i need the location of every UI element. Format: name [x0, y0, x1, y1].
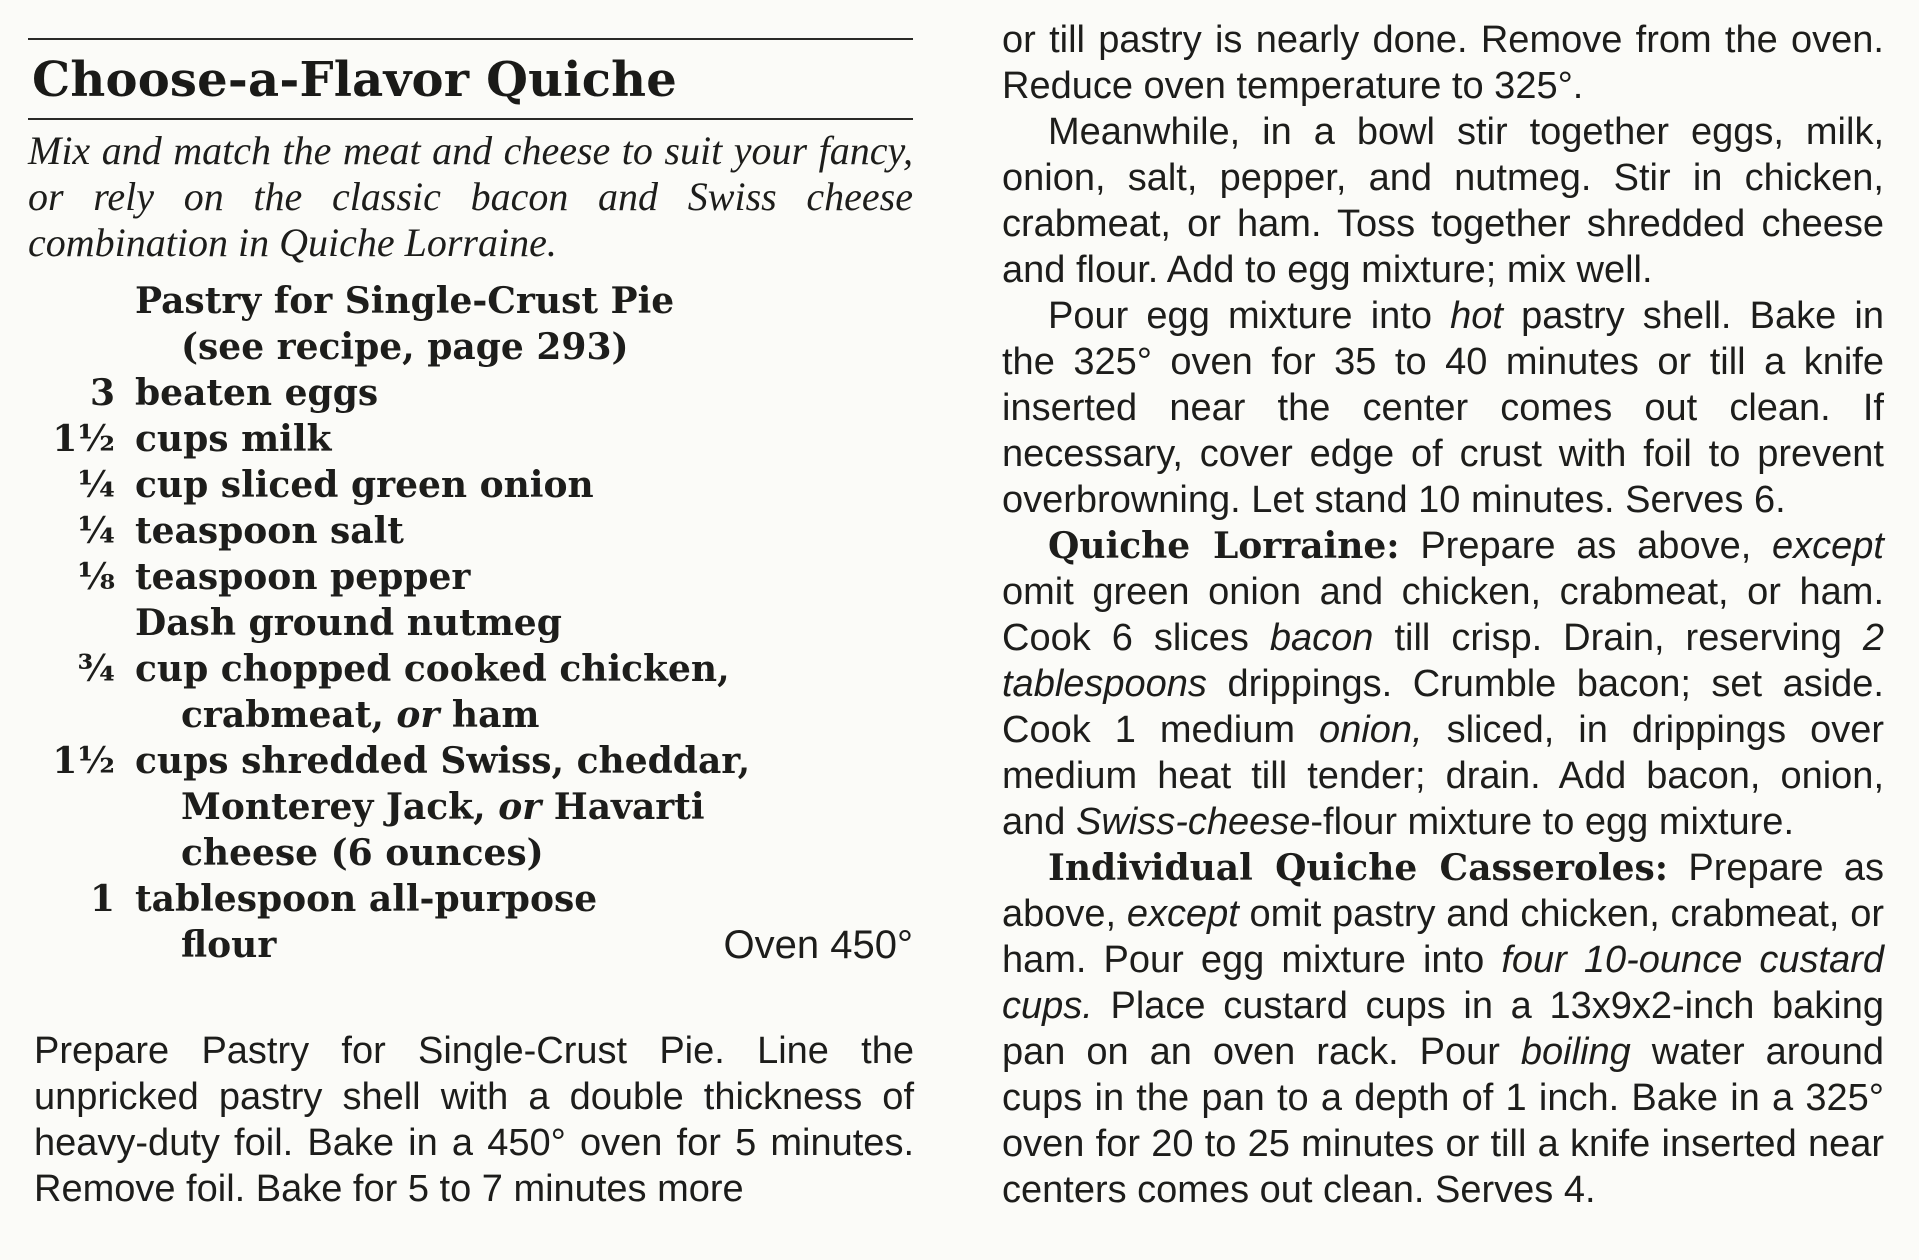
left-column	[28, 38, 913, 968]
title-underline	[28, 118, 913, 120]
ingredient-qty: ¼	[77, 510, 115, 552]
variation-heading: Quiche Lorraine:	[1048, 525, 1400, 567]
method-paragraph: Pour egg mixture into hot pastry shell. Bake in the 325° oven for 35 to 40 minutes or till a knife inserted near the center comes out clean. If necessary, cover edge of crust with foil to prevent overbrowning. Let stand 10 minutes. Serves 6.	[1002, 295, 1884, 521]
ingredient-item	[28, 876, 913, 968]
ingredient-item	[28, 416, 913, 462]
method-paragraph: Meanwhile, in a bowl stir together eggs, milk, onion, salt, pepper, and nutmeg. Stir in chicken, crabmeat, or ham. Toss together shredded cheese and flour. Add to egg mixture; mix well.	[1002, 111, 1884, 291]
recipe-title: Choose-a-Flavor Quiche	[32, 52, 677, 108]
ingredient-text: cup sliced green onion	[135, 464, 594, 506]
ingredient-item	[28, 738, 913, 876]
ingredient-text-cont: crabmeat, or ham	[181, 694, 540, 736]
ingredient-qty: ¼	[77, 464, 115, 506]
ingredient-item	[28, 600, 913, 646]
ingredient-item	[28, 370, 913, 416]
ingredient-qty: 3	[89, 372, 115, 414]
ingredient-text-cont: cheese (6 ounces)	[181, 832, 544, 874]
ingredient-text-cont: (see recipe, page 293)	[181, 326, 629, 368]
ingredient-item	[28, 508, 913, 554]
variation-individual-casseroles: Individual Quiche Casseroles: Prepare as above, except omit pastry and chicken, crabmeat, or ham. Pour egg mixture into four 10-ounce custard cups. Place custard cups in a 13x9x2-inch baking pan on an oven rack. Pour boiling water around cups in the pan to a depth of 1 inch. Bake in a 325° oven for 20 to 25 minutes or till a knife inserted near centers comes out clean. Serves 4.	[1002, 847, 1885, 1211]
ingredient-qty: 1½	[52, 740, 115, 782]
ingredient-text-cont: Monterey Jack, or Havarti	[181, 786, 705, 828]
top-rule	[28, 38, 913, 40]
ingredient-text: Pastry for Single-Crust Pie	[135, 280, 675, 322]
ingredient-qty: ⅛	[77, 556, 115, 598]
ingredient-list	[28, 278, 913, 968]
oven-temperature: Oven 450°	[723, 923, 913, 967]
ingredient-item	[28, 278, 913, 370]
ingredient-text: cup chopped cooked chicken,	[135, 648, 730, 690]
variation-heading: Individual Quiche Casseroles:	[1048, 847, 1669, 889]
ingredient-text: cups shredded Swiss, cheddar,	[135, 740, 751, 782]
right-column	[1002, 17, 1884, 1213]
ingredient-text-cont: flour	[181, 924, 277, 966]
ingredient-item	[28, 462, 913, 508]
ingredient-qty: ¾	[77, 648, 115, 690]
method-paragraph: Prepare Pastry for Single-Crust Pie. Line the unpricked pastry shell with a double thickness of heavy-duty foil. Bake in a 450° oven for 5 minutes. Remove foil. Bake for 5 to 7 minutes more	[34, 1030, 914, 1210]
ingredient-text: teaspoon pepper	[135, 556, 471, 598]
variation-quiche-lorraine: Quiche Lorraine: Prepare as above, except omit green onion and chicken, crabmeat, or ham. Cook 6 slices bacon till crisp. Drain, reserving 2 tablespoons drippings. Crumble bacon; set aside. Cook 1 medium onion, sliced, in drippings over medium heat till tender; drain. Add bacon, onion, and Swiss-cheese-flour mixture to egg mixture.	[1002, 525, 1884, 843]
recipe-intro: Mix and match the meat and cheese to suit your fancy, or rely on the classic bacon and Swiss cheese combination in Quiche Lorraine.	[28, 128, 913, 265]
ingredient-text: tablespoon all-purpose	[135, 878, 598, 920]
ingredient-text: teaspoon salt	[135, 510, 404, 552]
ingredient-qty: 1½	[52, 418, 115, 460]
ingredient-item	[28, 646, 913, 738]
ingredient-item	[28, 554, 913, 600]
ingredient-text: Dash ground nutmeg	[135, 602, 562, 644]
ingredient-text: cups milk	[135, 418, 332, 460]
ingredient-qty: 1	[89, 878, 115, 920]
method-paragraph: or till pastry is nearly done. Remove from the oven. Reduce oven temperature to 325°.	[1002, 19, 1884, 107]
ingredient-text: beaten eggs	[135, 372, 379, 414]
